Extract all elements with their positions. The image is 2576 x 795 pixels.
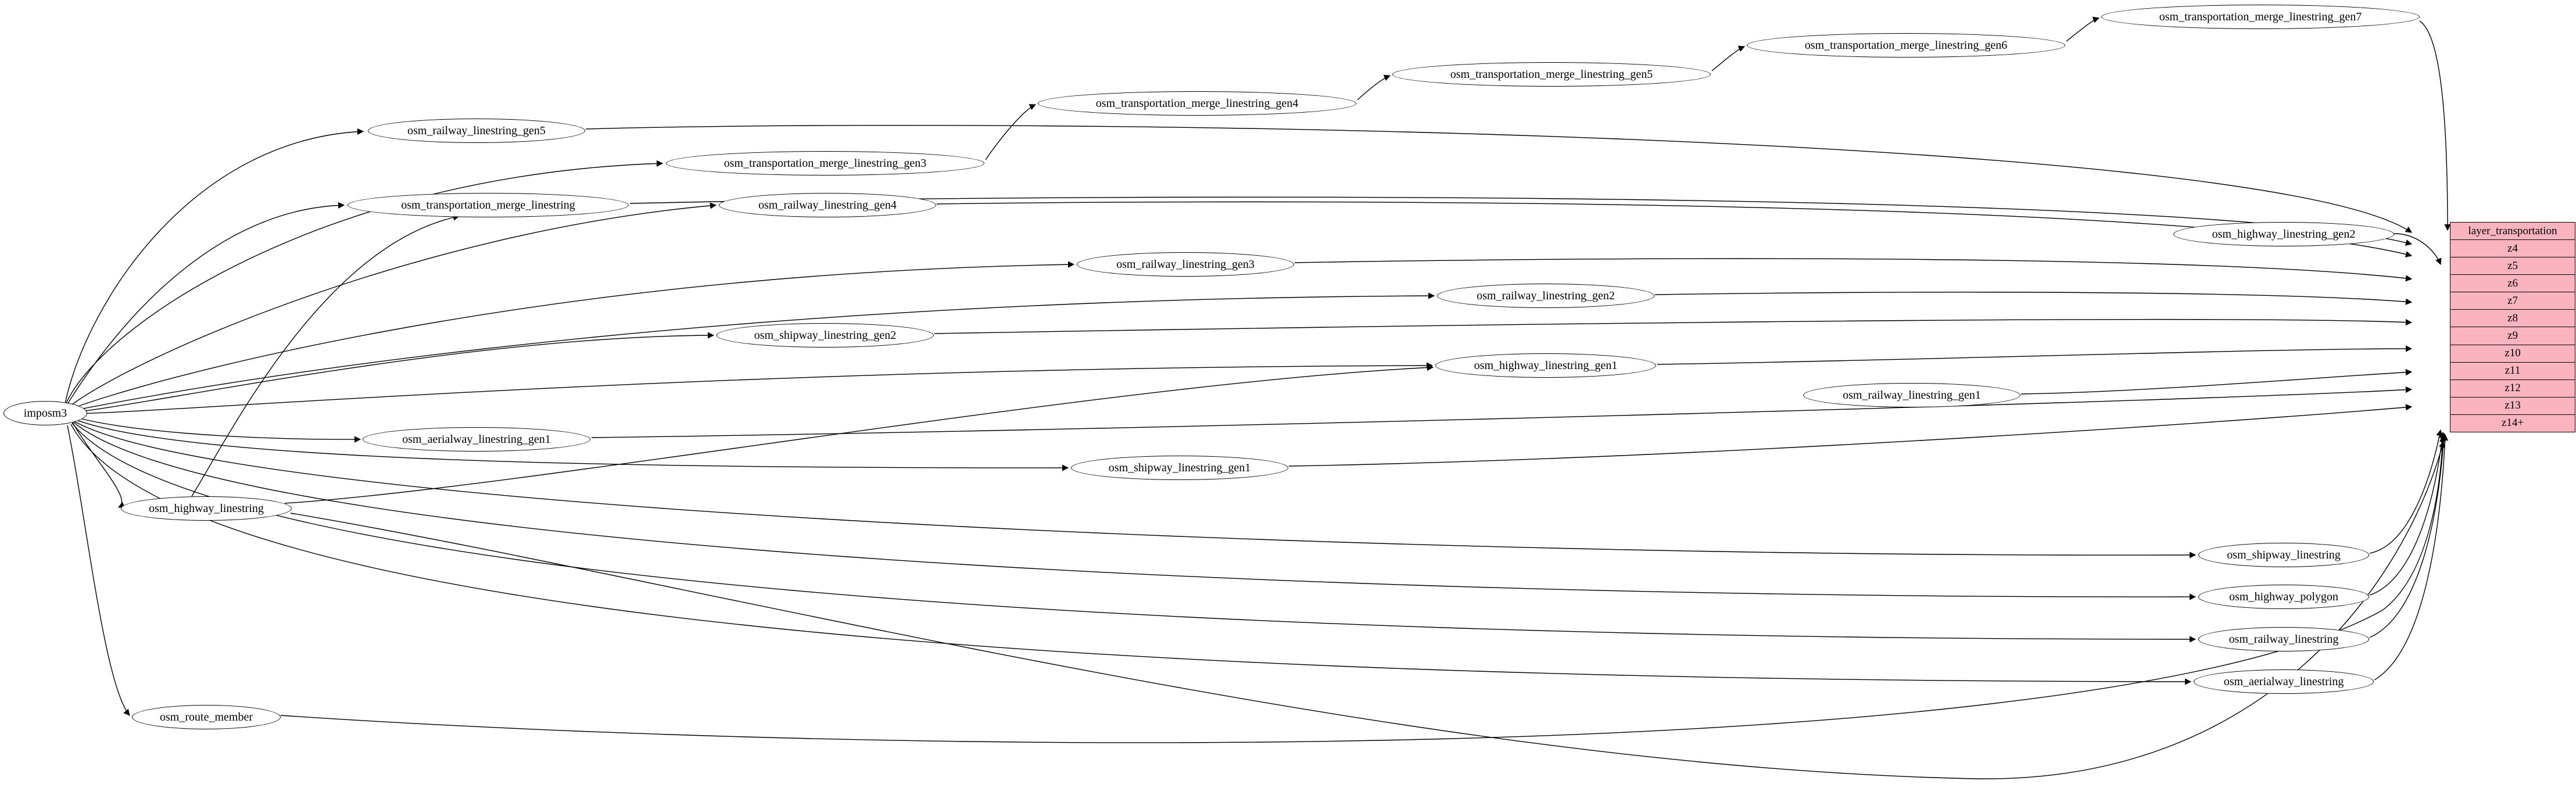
node-osm-shipway-linestring[interactable] bbox=[2198, 543, 2369, 567]
node-osm-transportation-merge-linestring-gen4[interactable] bbox=[1038, 91, 1356, 116]
layer-row-z8[interactable]: z8 bbox=[2450, 310, 2575, 327]
node-osm-railway-linestring-gen3[interactable] bbox=[1077, 252, 1294, 277]
node-osm-railway-linestring-gen1[interactable] bbox=[1803, 383, 2020, 407]
edge-imposm3-highway-gen1 bbox=[71, 366, 1432, 414]
edge-merge-gen5-gen6 bbox=[1712, 46, 1744, 71]
node-label: osm_highway_linestring_gen2 bbox=[2212, 227, 2356, 241]
node-label: osm_route_member bbox=[160, 710, 253, 724]
node-osm-railway-linestring-gen4[interactable] bbox=[719, 193, 936, 217]
node-label: osm_shipway_linestring_gen1 bbox=[1108, 461, 1251, 474]
node-label: osm_railway_linestring_gen5 bbox=[407, 124, 546, 137]
node-osm-highway-linestring[interactable] bbox=[121, 496, 292, 521]
node-osm-transportation-merge-linestring-gen6[interactable] bbox=[1747, 33, 2065, 58]
node-label: osm_transportation_merge_linestring_gen7 bbox=[2159, 10, 2362, 23]
edge-imposm3-highway-polygon bbox=[73, 422, 2195, 597]
edge-imposm3-highway-linestring bbox=[71, 420, 122, 507]
layer-row-z4[interactable]: z4 bbox=[2450, 240, 2575, 257]
edge-merge-gen7-layer bbox=[2420, 21, 2448, 230]
node-osm-transportation-merge-linestring-gen5[interactable] bbox=[1392, 62, 1711, 87]
node-label: osm_transportation_merge_linestring_gen4 bbox=[1095, 96, 1299, 110]
edge-railway-linestring-layer bbox=[2370, 434, 2444, 638]
edge-imposm3-railway-gen5 bbox=[65, 131, 363, 403]
edge-merge-gen4-gen5 bbox=[1357, 76, 1390, 100]
layer-row-z5[interactable]: z5 bbox=[2450, 257, 2575, 275]
layer-row-z14plus[interactable]: z14+ bbox=[2450, 415, 2575, 432]
node-label: osm_transportation_merge_linestring_gen3 bbox=[723, 156, 927, 170]
node-osm-route-member[interactable] bbox=[132, 705, 281, 729]
layer-row-z11[interactable]: z11 bbox=[2450, 363, 2575, 380]
node-label: osm_transportation_merge_linestring bbox=[401, 198, 575, 212]
node-osm-transportation-merge-linestring[interactable] bbox=[347, 193, 629, 217]
edge-highway-linestring-layer bbox=[291, 442, 2444, 779]
edge-route-member-layer bbox=[281, 436, 2443, 743]
node-osm-railway-linestring-gen5[interactable] bbox=[368, 119, 585, 143]
layer-row-z12[interactable]: z12 bbox=[2450, 380, 2575, 398]
node-label: osm_railway_linestring_gen1 bbox=[1843, 388, 1981, 402]
layer-row-z13[interactable]: z13 bbox=[2450, 398, 2575, 415]
node-osm-highway-linestring-gen1[interactable] bbox=[1435, 353, 1656, 378]
node-osm-shipway-linestring-gen1[interactable] bbox=[1071, 456, 1288, 480]
node-osm-transportation-merge-linestring-gen3[interactable] bbox=[666, 151, 984, 176]
edge-railway-gen1-layer bbox=[2021, 372, 2412, 394]
edge-railway-gen2-layer bbox=[1655, 292, 2412, 302]
node-label: osm_highway_linestring bbox=[149, 502, 264, 515]
node-osm-aerialway-linestring-gen1[interactable] bbox=[363, 427, 590, 452]
edge-imposm3-aerialway-gen1 bbox=[72, 416, 360, 439]
node-label: osm_aerialway_linestring bbox=[2223, 675, 2344, 688]
node-osm-highway-linestring-gen2[interactable] bbox=[2173, 222, 2394, 246]
layer-transportation-table[interactable] bbox=[2450, 222, 2575, 432]
edge-merge-gen6-gen7 bbox=[2066, 18, 2099, 41]
node-label: osm_railway_linestring_gen3 bbox=[1116, 257, 1255, 271]
node-label: osm_railway_linestring_gen2 bbox=[1477, 289, 1615, 302]
node-label: osm_transportation_merge_linestring_gen5 bbox=[1450, 67, 1653, 81]
edge-shipway-gen2-layer bbox=[934, 320, 2412, 334]
node-osm-transportation-merge-linestring-gen7[interactable] bbox=[2101, 5, 2420, 29]
layer-row-z7[interactable]: z7 bbox=[2450, 292, 2575, 310]
layer-table-header: layer_transportation bbox=[2450, 223, 2575, 240]
node-label: osm_transportation_merge_linestring_gen6 bbox=[1804, 38, 2008, 52]
node-label: osm_aerialway_linestring_gen1 bbox=[402, 432, 551, 446]
node-osm-railway-linestring[interactable] bbox=[2198, 627, 2369, 651]
layer-row-z10[interactable]: z10 bbox=[2450, 345, 2575, 363]
edge-highway-gen2-layer bbox=[2394, 234, 2441, 264]
edge-imposm3-route-member bbox=[67, 425, 130, 715]
edge-merge-gen3-gen4 bbox=[986, 105, 1036, 160]
layer-row-z9[interactable]: z9 bbox=[2450, 327, 2575, 345]
edge-highway-polygon-layer bbox=[2370, 432, 2443, 595]
edge-highway-gen1-layer bbox=[1657, 349, 2412, 364]
node-osm-highway-polygon[interactable] bbox=[2198, 585, 2369, 609]
node-label: imposm3 bbox=[23, 406, 67, 420]
node-label: osm_railway_linestring bbox=[2229, 632, 2339, 646]
node-label: osm_shipway_linestring_gen2 bbox=[754, 328, 897, 342]
layer-row-z6[interactable]: z6 bbox=[2450, 275, 2575, 292]
edge-shipway-gen1-layer bbox=[1289, 407, 2412, 466]
edge-imposm3-shipway-gen2 bbox=[70, 335, 714, 413]
node-label: osm_highway_polygon bbox=[2229, 590, 2338, 603]
node-label: osm_railway_linestring_gen4 bbox=[758, 198, 897, 212]
node-label: osm_highway_linestring_gen1 bbox=[1474, 359, 1618, 372]
node-imposm3[interactable] bbox=[3, 401, 87, 425]
edge-railway-gen3-layer bbox=[1295, 259, 2412, 279]
node-osm-railway-linestring-gen2[interactable] bbox=[1437, 284, 1654, 308]
node-label: osm_shipway_linestring bbox=[2227, 548, 2341, 561]
node-osm-shipway-linestring-gen2[interactable] bbox=[716, 323, 934, 348]
node-osm-aerialway-linestring[interactable] bbox=[2194, 669, 2374, 694]
